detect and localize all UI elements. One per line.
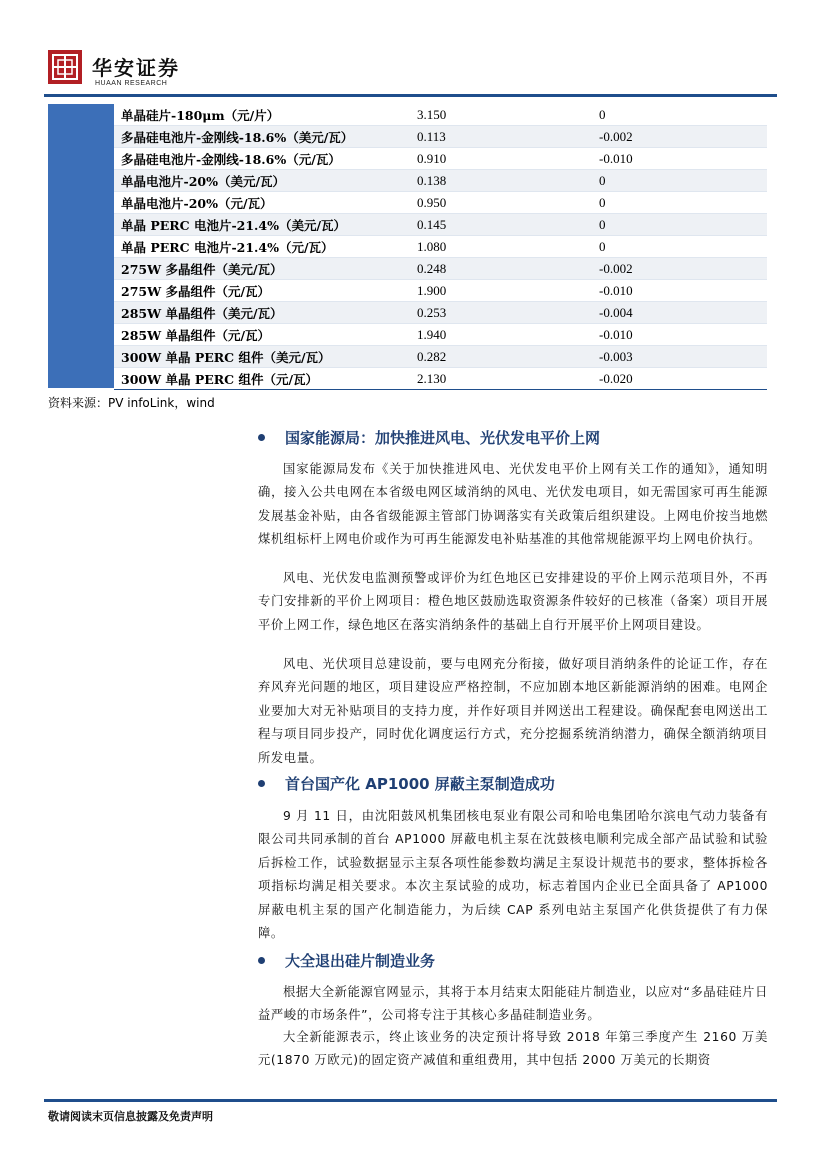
table-category-column bbox=[48, 104, 114, 388]
table-row bbox=[114, 324, 767, 346]
table-row bbox=[114, 280, 767, 302]
brand-name: 华安证券 bbox=[92, 56, 180, 80]
change-cell: 0 bbox=[599, 238, 606, 254]
change-cell: -0.010 bbox=[599, 326, 633, 342]
brand-name-english: HUAAN RESEARCH bbox=[95, 80, 168, 87]
table-row bbox=[114, 170, 767, 192]
change-cell: -0.010 bbox=[599, 150, 633, 166]
table-row bbox=[114, 302, 767, 324]
section-title: 大全退出硅片制造业务 bbox=[285, 952, 436, 970]
price-cell: 0.145 bbox=[417, 216, 447, 232]
footer-divider bbox=[44, 1099, 777, 1102]
product-name-cell: 285W 单晶组件（元/瓦） bbox=[121, 327, 271, 343]
table-row bbox=[114, 192, 767, 214]
section-title: 国家能源局：加快推进风电、光伏发电平价上网 bbox=[285, 429, 601, 447]
header-divider bbox=[44, 94, 777, 97]
disclaimer-note: 敬请阅读末页信息披露及免责声明 bbox=[48, 1110, 213, 1123]
bullet-icon bbox=[258, 780, 265, 787]
product-name-cell: 275W 多晶组件（美元/瓦） bbox=[121, 261, 283, 277]
price-cell: 0.910 bbox=[417, 150, 447, 166]
table-body bbox=[114, 104, 767, 390]
product-name-cell: 单晶硅片-180μm（元/片） bbox=[121, 107, 280, 123]
paragraph: 风电、光伏项目总建设前，要与电网充分衔接，做好项目消纳条件的论证工作，存在弃风弃光问题的地区，项目建设应严格控制，不应加剧本地区新能源消纳的困难。电网企业要加大对无补贴项目的支持力度，并作好项目并网送出工程建设。确保配套电网送出工程与项目同步投产，同时优化调度运行方式，充分挖掘系统消纳潜力，确保全额消纳项目所发电量。 bbox=[258, 657, 768, 765]
product-name-cell: 多晶硅电池片-金刚线-18.6%（元/瓦） bbox=[121, 151, 341, 167]
paragraph: 大全新能源表示，终止该业务的决定预计将导致 2018 年第三季度产生 2160 万美元(1870 万欧元)的固定资产减值和重组费用，其中包括 2000 万美元的长期资 bbox=[258, 1030, 768, 1068]
change-cell: -0.010 bbox=[599, 282, 633, 298]
section-heading-ap1000 bbox=[258, 773, 555, 794]
product-name-cell: 单晶电池片-20%（元/瓦） bbox=[121, 195, 273, 211]
price-cell: 0.950 bbox=[417, 194, 447, 210]
change-cell: -0.020 bbox=[599, 370, 633, 386]
change-cell: 0 bbox=[599, 172, 606, 188]
paragraph: 国家能源局发布《关于加快推进风电、光伏发电平价上网有关工作的通知》，通知明确，接入公共电网在本省级电网区域消纳的风电、光伏发电项目，如无需国家可再生能源发展基金补贴，由各省级能源主管部门协调落实有关政策后组织建设。上网电价按当地燃煤机组标杆上网电价或作为可再生能源发电补贴基准的其他常规能源平均上网电价执行。 bbox=[258, 462, 768, 547]
paragraph: 9 月 11 日，由沈阳鼓风机集团核电泵业有限公司和哈电集团哈尔滨电气动力装备有限公司共同承制的首台 AP1000 屏蔽电机主泵在沈鼓核电顺利完成全部产品试验和试验后拆检工作，试验数据显示主泵各项性能参数均满足主泵设计规范书的要求，整体拆检各项指标均满足相关要求。本次主泵试验的成功，标志着国内企业已全面具备了 AP1000 屏蔽电机主泵的国产化制造能力，为后续 CAP 系列电站主泵国产化供货提供了有力保障。 bbox=[258, 809, 768, 941]
section-title: 首台国产化 AP1000 屏蔽主泵制造成功 bbox=[285, 775, 555, 793]
bullet-icon bbox=[258, 957, 265, 964]
table-source: 资料来源：PV infoLink，wind bbox=[48, 396, 215, 410]
price-cell: 0.113 bbox=[417, 128, 446, 144]
product-name-cell: 单晶 PERC 电池片-21.4%（美元/瓦） bbox=[121, 217, 347, 233]
table-row bbox=[114, 346, 767, 368]
change-cell: 0 bbox=[599, 106, 606, 122]
change-cell: -0.003 bbox=[599, 348, 633, 364]
table-row bbox=[114, 236, 767, 258]
bullet-icon bbox=[258, 434, 265, 441]
change-cell: -0.002 bbox=[599, 260, 633, 276]
table-row bbox=[114, 148, 767, 170]
price-cell: 0.282 bbox=[417, 348, 447, 364]
price-cell: 3.150 bbox=[417, 106, 447, 122]
product-name-cell: 285W 单晶组件（美元/瓦） bbox=[121, 305, 283, 321]
table-row bbox=[114, 104, 767, 126]
section-heading-daqo bbox=[258, 950, 435, 971]
price-cell: 2.130 bbox=[417, 370, 447, 386]
table-row bbox=[114, 368, 767, 390]
price-cell: 1.080 bbox=[417, 238, 447, 254]
change-cell: 0 bbox=[599, 216, 606, 232]
company-logo bbox=[48, 50, 82, 84]
product-name-cell: 300W 单晶 PERC 组件（元/瓦） bbox=[121, 371, 319, 387]
price-cell: 0.248 bbox=[417, 260, 447, 276]
section-heading-nea bbox=[258, 427, 600, 448]
price-cell: 0.138 bbox=[417, 172, 447, 188]
table-row bbox=[114, 214, 767, 236]
price-cell: 0.253 bbox=[417, 304, 447, 320]
price-cell: 1.940 bbox=[417, 326, 447, 342]
product-name-cell: 300W 单晶 PERC 组件（美元/瓦） bbox=[121, 349, 331, 365]
change-cell: 0 bbox=[599, 194, 606, 210]
table-row bbox=[114, 126, 767, 148]
price-cell: 1.900 bbox=[417, 282, 447, 298]
product-name-cell: 单晶 PERC 电池片-21.4%（元/瓦） bbox=[121, 239, 334, 255]
paragraph: 风电、光伏发电监测预警或评价为红色地区已安排建设的平价上网示范项目外，不再专门安排新的平价上网项目：橙色地区鼓励选取资源条件较好的已核准（备案）项目开展平价上网工作，绿色地区在落实消纳条件的基础上自行开展平价上网项目建设。 bbox=[258, 571, 768, 632]
product-name-cell: 单晶电池片-20%（美元/瓦） bbox=[121, 173, 286, 189]
change-cell: -0.004 bbox=[599, 304, 633, 320]
change-cell: -0.002 bbox=[599, 128, 633, 144]
product-name-cell: 275W 多晶组件（元/瓦） bbox=[121, 283, 271, 299]
product-name-cell: 多晶硅电池片-金刚线-18.6%（美元/瓦） bbox=[121, 129, 354, 145]
table-row bbox=[114, 258, 767, 280]
paragraph: 根据大全新能源官网显示，其将于本月结束太阳能硅片制造业，以应对“多晶硅硅片日益严峻的市场条件”，公司将专注于其核心多晶硅制造业务。 bbox=[258, 985, 768, 1023]
